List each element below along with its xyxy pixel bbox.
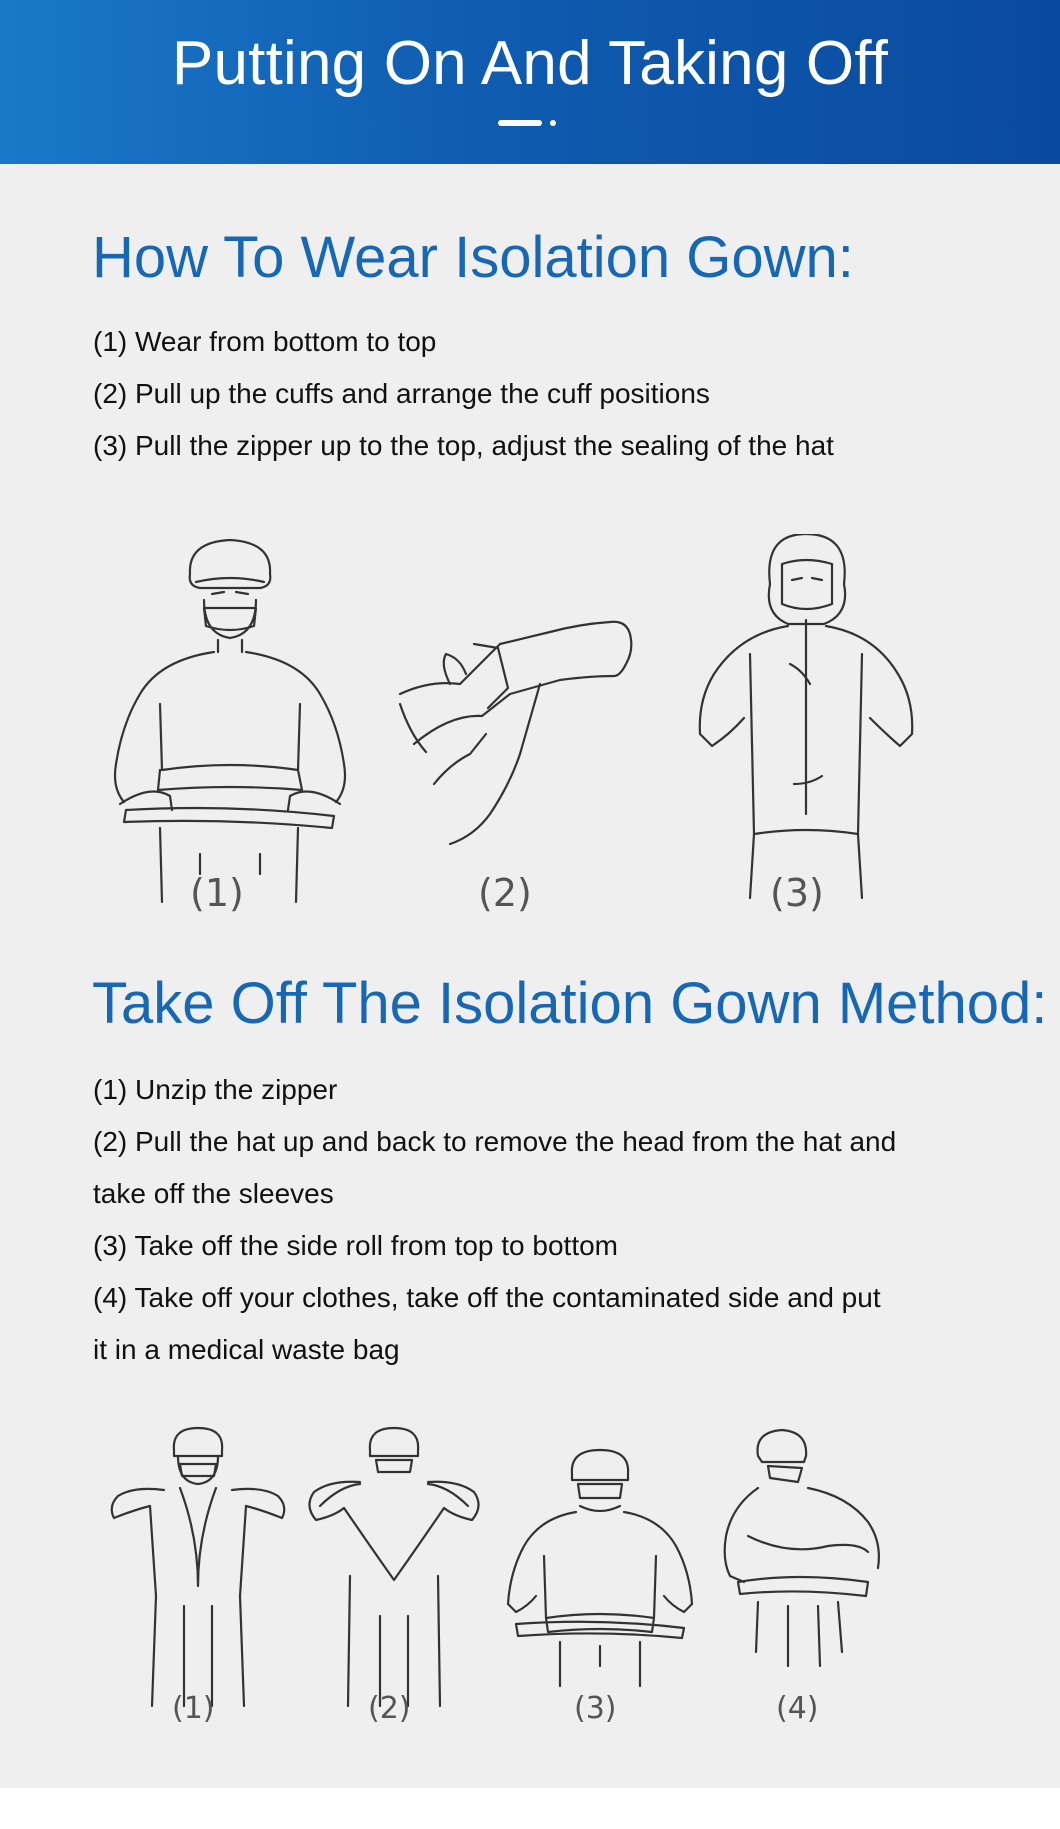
wear-figure-2 xyxy=(390,584,650,914)
wear-figure-3-label: (3) xyxy=(770,871,824,914)
takeoff-figure-1 xyxy=(104,1426,294,1726)
person-icon xyxy=(115,540,345,902)
takeoff-step-1: (1) Unzip the zipper xyxy=(93,1074,338,1105)
takeoff-heading: Take Off The Isolation Gown Method: xyxy=(92,971,1048,1036)
takeoff-step-4-cont: it in a medical waste bag xyxy=(93,1334,400,1365)
wear-figure-2-label: (2) xyxy=(478,871,532,914)
takeoff-figure-4 xyxy=(718,1426,888,1726)
takeoff-step-2-cont: take off the sleeves xyxy=(93,1178,334,1209)
takeoff-figure-4-label: (4) xyxy=(776,1691,819,1726)
decoration-bar xyxy=(498,120,542,126)
wear-steps xyxy=(93,316,993,472)
wear-figure-1-label: (1) xyxy=(190,871,244,914)
wear-step-1: (1) Wear from bottom to top xyxy=(93,326,437,357)
decoration-dot xyxy=(550,120,556,126)
sleeve-removal-icon xyxy=(309,1428,478,1706)
takeoff-figure-3 xyxy=(500,1446,700,1726)
takeoff-step-4: (4) Take off your clothes, take off the contaminated side and put xyxy=(93,1282,881,1313)
wear-heading: How To Wear Isolation Gown: xyxy=(92,225,854,290)
takeoff-step-3: (3) Take off the side roll from top to bottom xyxy=(93,1230,618,1261)
takeoff-step-2: (2) Pull the hat up and back to remove the head from the hat and xyxy=(93,1126,897,1157)
wear-step-2: (2) Pull up the cuffs and arrange the cuff positions xyxy=(93,378,710,409)
unzip-person-icon xyxy=(112,1428,285,1706)
takeoff-figure-3-label: (3) xyxy=(574,1691,617,1726)
takeoff-figure-1-label: (1) xyxy=(172,1691,215,1726)
wear-step-3: (3) Pull the zipper up to the top, adjust the sealing of the hat xyxy=(93,430,834,461)
content-area xyxy=(0,164,1060,1788)
takeoff-figure-2-label: (2) xyxy=(368,1691,411,1726)
header-banner xyxy=(0,0,1060,164)
wear-figure-3 xyxy=(690,534,920,914)
banner-title: Putting On And Taking Off xyxy=(171,29,889,98)
remove-clothes-icon xyxy=(725,1430,879,1666)
wear-figure-1 xyxy=(100,534,360,914)
zipped-person-icon xyxy=(700,534,912,898)
takeoff-figure-2 xyxy=(300,1426,490,1726)
takeoff-steps xyxy=(93,1064,993,1376)
roll-down-icon xyxy=(508,1450,692,1686)
sleeve-icon xyxy=(400,622,631,844)
